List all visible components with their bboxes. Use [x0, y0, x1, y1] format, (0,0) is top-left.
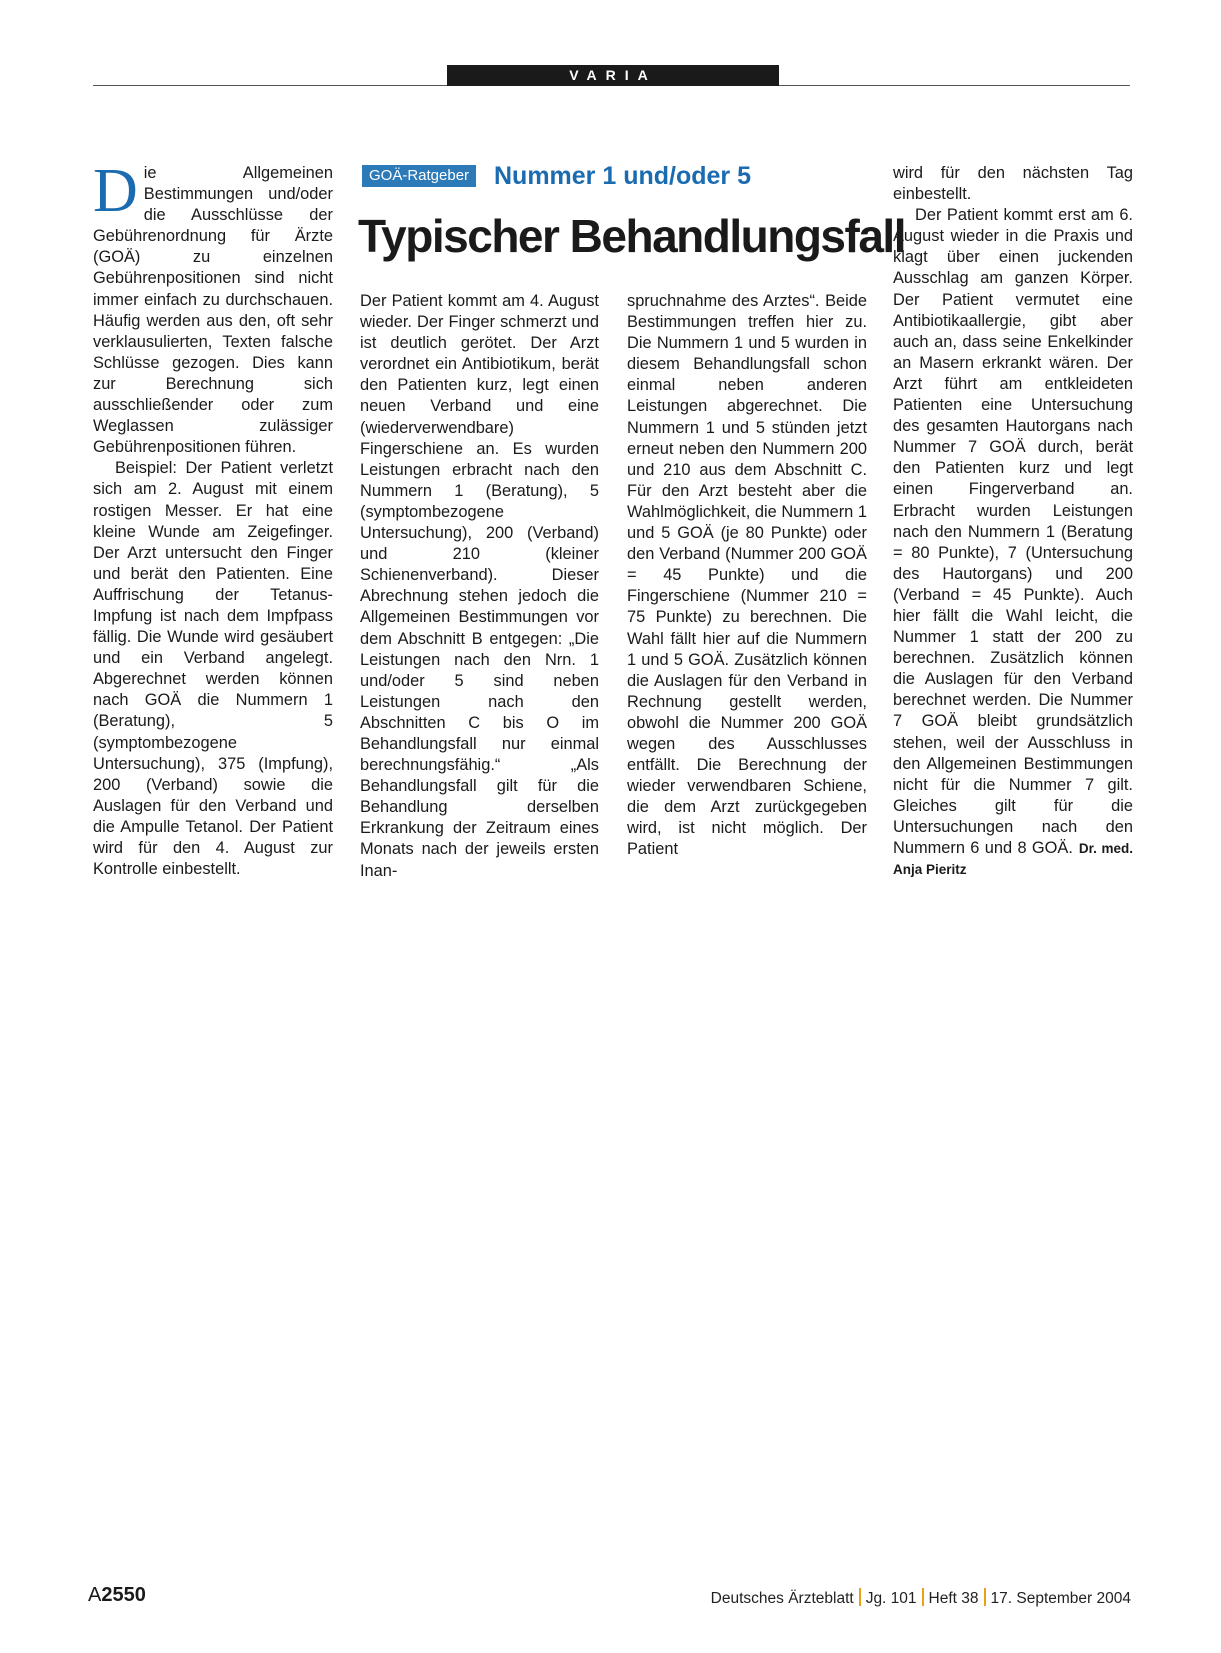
- journal-footer: [711, 1588, 1131, 1608]
- journal-name: Deutsches Ärzteblatt: [710, 1590, 854, 1607]
- footer-separator: [984, 1588, 986, 1606]
- example-paragraph: Beispiel: Der Patient verletzt sich am 2. August mit einem rostigen Messer. Er hat eine kleine Wunde am Zeigefinger. Der Arzt untersucht den Finger und berät den Patienten. Eine Auffrischung der Tetanus-Impfung ist nach dem Impfpass fällig. Die Wunde wird gesäubert und ein Verband angelegt. Abgerechnet werden können nach GOÄ die Nummern 1 (Beratung), 5 (symptombezogene Untersuchung), 375 (Impfung), 200 (Verband) sowie die Auslagen für den Verband und die Ampulle Tetanol. Der Patient wird für den 4. August zur Kontrolle einbestellt.: [93, 459, 333, 879]
- footer-separator: [859, 1588, 861, 1606]
- rubric-badge: GOÄ-Ratgeber: [362, 165, 476, 187]
- article-subtitle: Nummer 1 und/oder 5: [494, 162, 751, 190]
- journal-date: 17. September 2004: [990, 1590, 1131, 1607]
- article-column-3: [627, 291, 867, 861]
- page-prefix: A: [88, 1584, 102, 1606]
- article-column-1: [93, 157, 333, 880]
- intro-paragraph: Die Allgemeinen Bestimmungen und/oder die Ausschlüsse der Gebührenordnung für Ärzte (GOÄ) zu einzelnen Gebührenpositionen sind nicht immer einfach zu durchschauen. Häufig werden aus den, oft sehr verklausulierten, Texten falsche Schlüsse gezogen. Dies kann zur Berechnung sich ausschließender oder zum Weglassen zulässiger Gebührenpositionen führen.: [93, 157, 333, 457]
- page-number: [88, 1584, 146, 1607]
- article-column-2: [360, 291, 599, 882]
- page-number-value: 2550: [101, 1584, 146, 1606]
- body-paragraph: spruchnahme des Arztes“. Beide Bestimmungen treffen hier zu. Die Nummern 1 und 5 wurden in diesem Behandlungsfall schon einmal neben anderen Leistungen abgerechnet. Die Nummern 1 und 5 stünden jetzt erneut neben den Nummern 200 und 210 aus dem Abschnitt C. Für den Arzt besteht aber die Wahlmöglichkeit, die Nummern 1 und 5 GOÄ (je 80 Punkte) oder den Verband (Nummer 200 GOÄ = 45 Punkte) und die Fingerschiene (Nummer 210 = 75 Punkte) zu berechnen. Die Wahl fällt hier auf die Nummern 1 und 5 GOÄ. Zusätzlich können die Auslagen für den Verband in Rechnung gestellt werden, obwohl die Nummer 200 GOÄ wegen des Ausschlusses entfällt. Die Berechnung der wieder verwendbaren Schiene, die dem Arzt zurückgegeben wird, ist nicht möglich. Der Patient: [627, 292, 867, 859]
- footer-separator: [922, 1588, 924, 1606]
- body-paragraph: wird für den nächsten Tag einbestellt.: [893, 164, 1133, 204]
- dropcap-letter: D: [93, 157, 138, 225]
- section-label: VARIA: [447, 65, 779, 86]
- body-paragraph: Der Patient kommt erst am 6. August wieder in die Praxis und klagt über einen juckenden Ausschlag am ganzen Körper. Der Patient vermutet eine Antibiotikaallergie, gibt aber auch an, dass seine Enkelkinder an Masern erkrankt wären. Der Arzt führt am entkleideten Patienten eine Untersuchung des gesamten Hautorgans nach Nummer 7 GOÄ durch, berät den Patienten kurz und legt einen Fingerverband an. Erbracht wurden Leistungen nach den Nummern 1 (Beratung = 80 Punkte), 7 (Untersuchung des Hautorgans) und 200 (Verband = 45 Punkte). Auch hier fällt die Wahl leicht, die Nummer 1 statt der 200 zu berechnen. Zusätzlich können die Auslagen für den Verband berechnet werden. Die Nummer 7 GOÄ bleibt grundsätzlich stehen, weil der Ausschluss in den Allgemeinen Bestimmungen nicht für die Nummer 7 gilt. Gleiches gilt für die Untersuchungen nach den Nummern 6 und 8 GOÄ. Dr. med. Anja Pieritz: [893, 206, 1133, 878]
- article-column-4: [893, 163, 1133, 880]
- article-title: Typischer Behandlungsfall: [358, 210, 905, 262]
- journal-volume: Jg. 101: [865, 1590, 917, 1607]
- author-name: Dr. med. Anja Pieritz: [893, 841, 1133, 878]
- journal-issue: Heft 38: [928, 1590, 979, 1607]
- body-paragraph: Der Patient kommt am 4. August wieder. Der Finger schmerzt und ist deutlich gerötet. Der Arzt verordnet ein Antibiotikum, berät den Patienten kurz, legt einen neuen Verband und eine (wiederverwendbare) Fingerschiene an. Es wurden Leistungen erbracht nach den Nummern 1 (Beratung), 5 (symptombezogene Untersuchung), 200 (Verband) und 210 (kleiner Schienenverband). Dieser Abrechnung stehen jedoch die Allgemeinen Bestimmungen vor dem Abschnitt B entgegen: „Die Leistungen nach den Nrn. 1 und/oder 5 sind neben Leistungen nach den Abschnitten C bis O im Behandlungsfall nur einmal berechnungsfähig.“ „Als Behandlungsfall gilt für die Behandlung derselben Erkrankung der Zeitraum eines Monats nach der jeweils ersten Inan-: [360, 292, 599, 880]
